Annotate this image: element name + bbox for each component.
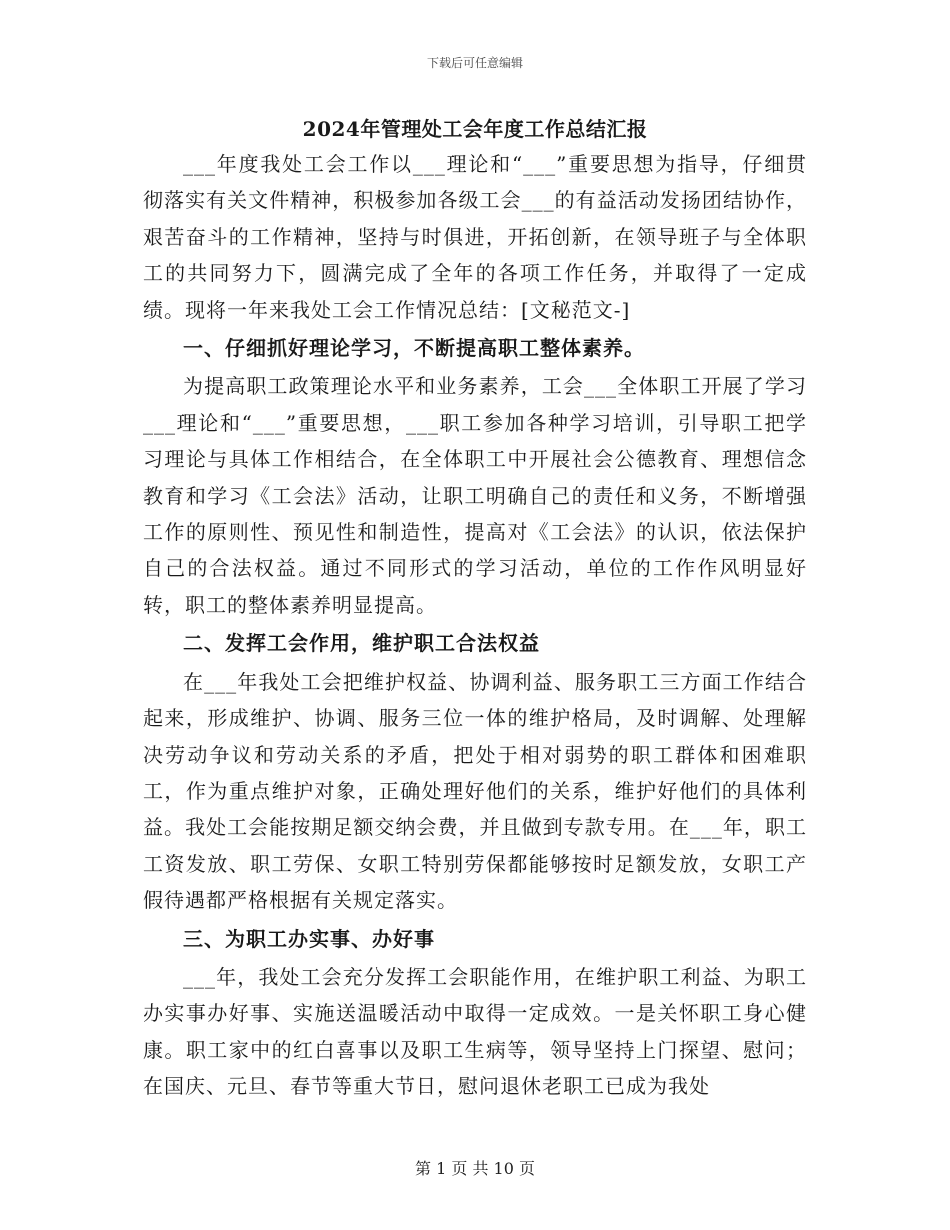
section-body-1: 为提高职工政策理论水平和业务素养，工会___全体职工开展了学习___理论和“___”重要思想，___职工参加各种学习培训，引导职工把学习理论与具体工作相结合，在全体职工中开展社会公德教育、理想信念教育和学习《工会法》活动，让职工明确自己的责任和义务，不断增强工作的原则性、预见性和制造性，提高对《工会法》的认识，依法保护自己的合法权益。通过不同形式的学习活动，单位的工作作风明显好转，职工的整体素养明显提高。 (143, 374, 807, 617)
section-heading-1: 一、仔细抓好理论学习，不断提高职工整体素养。 (183, 336, 645, 361)
page-number: 第 1 页 共 10 页 (415, 1159, 535, 1178)
section-heading-2: 二、发挥工会作用，维护职工合法权益 (183, 631, 540, 656)
section-body-3: ___年，我处工会充分发挥工会职能作用，在维护职工利益、为职工办实事办好事、实施送温暖活动中取得一定成效。一是关怀职工身心健康。职工家中的红白喜事以及职工生病等，领导坚持上门探望、慰问；在国庆、元旦、春节等重大节日，慰问退休老职工已成为我处 (143, 964, 807, 1099)
section-body-2: 在___年我处工会把维护权益、协调利益、服务职工三方面工作结合起来，形成维护、协调、服务三位一体的维护格局，及时调解、处理解决劳动争议和劳动关系的矛盾，把处于相对弱势的职工群体和困难职工，作为重点维护对象，正确处理好他们的关系，维护好他们的具体利益。我处工会能按期足额交纳会费，并且做到专款专用。在___年，职工工资发放、职工劳保、女职工特别劳保都能够按时足额发放，女职工产假待遇都严格根据有关规定落实。 (143, 669, 807, 913)
section-heading-3: 三、为职工办实事、办好事 (183, 926, 435, 951)
document-title: 2024年管理处工会年度工作总结汇报 (302, 117, 648, 141)
page-header-note: 下载后可任意编辑 (426, 56, 523, 70)
document-body (143, 114, 807, 1105)
intro-paragraph: ___年度我处工会工作以___理论和“___”重要思想为指导，仔细贯彻落实有关文件精神，积极参加各级工会___的有益活动发扬团结协作，艰苦奋斗的工作精神，坚持与时俱进，开拓创新，在领导班子与全体职工的共同努力下，圆满完成了全年的各项工作任务，并取得了一定成绩。现将一年来我处工会工作情况总结：[文秘范文-] (143, 152, 807, 322)
